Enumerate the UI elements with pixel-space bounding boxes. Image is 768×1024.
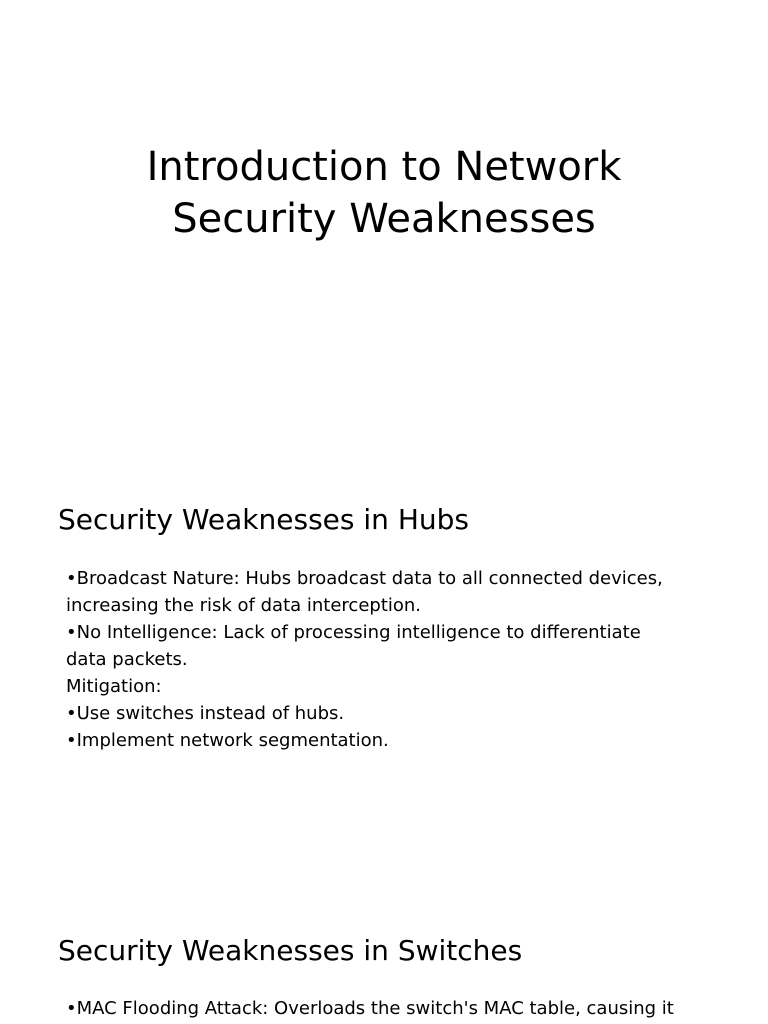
- hubs-body: [66, 565, 706, 754]
- hubs-heading: Security Weaknesses in Hubs: [58, 503, 469, 537]
- hubs-body-line: •Use switches instead of hubs.: [66, 703, 345, 724]
- switches-heading: Security Weaknesses in Switches: [58, 934, 523, 968]
- slide-title-line-1: Introduction to Network: [146, 143, 622, 190]
- title-slide: [0, 0, 768, 430]
- switches-body: [66, 995, 706, 1022]
- hubs-body-line: •Implement network segmentation.: [66, 730, 389, 751]
- slide-title: [0, 141, 768, 245]
- hubs-body-line: data packets.: [66, 649, 188, 670]
- hubs-body-line: Mitigation:: [66, 676, 162, 697]
- switches-slide: [0, 860, 768, 1024]
- hubs-body-line: •No Intelligence: Lack of processing intelligence to differentiate: [66, 622, 641, 643]
- hubs-body-line: •Broadcast Nature: Hubs broadcast data to all connected devices,: [66, 568, 663, 589]
- slide-title-line-2: Security Weaknesses: [172, 195, 596, 242]
- hubs-slide: [0, 430, 768, 860]
- switches-body-line: •MAC Flooding Attack: Overloads the switch's MAC table, causing it: [66, 998, 674, 1019]
- hubs-body-line: increasing the risk of data interception.: [66, 595, 422, 616]
